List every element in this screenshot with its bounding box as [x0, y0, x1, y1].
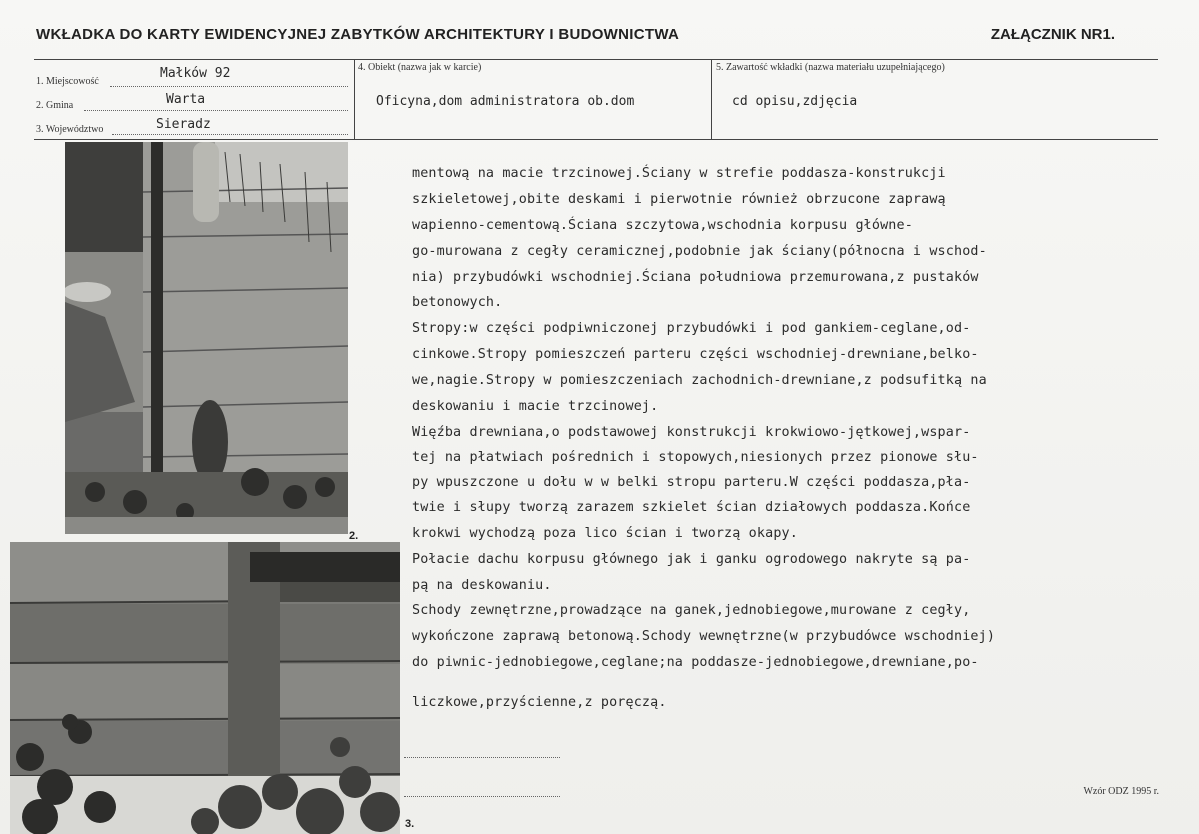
body-line: wapienno-cementową.Ściana szczytowa,wschodnia korpusu główne- — [412, 218, 913, 233]
body-line: Schody zewnętrzne,prowadzące na ganek,jednobiegowe,murowane z cegły, — [412, 603, 971, 618]
body-line: krokwi wychodzą poza lico ścian i tworzą okapy. — [412, 526, 798, 541]
body-line: pą na deskowaniu. — [412, 578, 552, 593]
caption-line-2 — [404, 796, 560, 797]
body-line: go-murowana z cegły ceramicznej,podobnie jak ściany(północna i wschod- — [412, 244, 987, 259]
header-divider-2 — [711, 59, 712, 139]
body-line: twie i słupy tworzą zarazem szkielet ścian działowych poddasza.Końce — [412, 500, 971, 515]
voivodeship-value: Sieradz — [156, 117, 211, 132]
locality-label: 1. Miejscowość — [36, 76, 99, 87]
photo-3-number: 3. — [405, 818, 415, 830]
header-divider-1 — [354, 59, 355, 139]
body-line: py wpuszczone u dołu w w belki stropu parteru.W części poddasza,pła- — [412, 475, 971, 490]
body-line: cinkowe.Stropy pomieszczeń parteru części wschodniej-drewniane,belko- — [412, 347, 979, 362]
body-line: Więźba drewniana,o podstawowej konstrukcji krokwiowo-jętkowej,wspar- — [412, 425, 971, 440]
object-value: Oficyna,dom administratora ob.dom — [376, 94, 635, 109]
caption-line-1 — [404, 757, 560, 758]
header-bottom-rule — [34, 139, 1158, 140]
form-title: WKŁADKA DO KARTY EWIDENCYJNEJ ZABYTKÓW ARCHITEKTURY I BUDOWNICTWA — [36, 26, 680, 43]
body-line: deskowaniu i macie trzcinowej. — [412, 399, 659, 414]
object-label: 4. Obiekt (nazwa jak w karcie) — [358, 62, 482, 73]
photo-2-wooden-wall — [65, 142, 348, 534]
content-label: 5. Zawartość wkładki (nazwa materiału uzupełniającego) — [716, 62, 945, 73]
commune-dots — [84, 110, 348, 111]
content-value: cd opisu,zdjęcia — [732, 94, 858, 109]
locality-dots — [110, 86, 348, 87]
body-line: betonowych. — [412, 295, 503, 310]
body-line: wykończone zaprawą betonową.Schody wewnętrzne(w przybudówce wschodniej) — [412, 629, 996, 644]
body-line: Stropy:w części podpiwniczonej przybudówki i pod gankiem-ceglane,od- — [412, 321, 971, 336]
body-line: we,nagie.Stropy w pomieszczeniach zachodnich-drewniane,z podsufitką na — [412, 373, 987, 388]
body-line: nia) przybudówki wschodniej.Ściana południowa przemurowana,z pustaków — [412, 270, 979, 285]
annex-number: ZAŁĄCZNIK NR1. — [990, 26, 1115, 43]
body-line: Połacie dachu korpusu głównego jak i ganku ogrodowego nakryte są pa- — [412, 552, 971, 567]
commune-value: Warta — [166, 92, 206, 107]
body-line: do piwnic-jednobiegowe,ceglane;na poddasze-jednobiegowe,drewniane,po- — [412, 655, 979, 670]
header-top-rule — [34, 59, 1158, 60]
form-template-note: Wzór ODZ 1995 r. — [1083, 786, 1159, 797]
body-line: liczkowe,przyścienne,z poręczą. — [412, 695, 667, 710]
body-line: mentową na macie trzcinowej.Ściany w strefie poddasza-konstrukcji — [412, 166, 946, 181]
photo-2-number: 2. — [349, 530, 359, 542]
photo-3-log-wall — [10, 542, 400, 834]
body-line: szkieletowej,obite deskami i pierwotnie również obrzucone zaprawą — [412, 192, 946, 207]
body-line: tej na płatwiach pośrednich i stopowych,niesionych przez pionowe słu- — [412, 450, 979, 465]
locality-value: Małków 92 — [160, 66, 231, 81]
commune-label: 2. Gmina — [36, 100, 74, 111]
voivodeship-label: 3. Województwo — [36, 124, 104, 135]
voivodeship-dots — [112, 134, 348, 135]
